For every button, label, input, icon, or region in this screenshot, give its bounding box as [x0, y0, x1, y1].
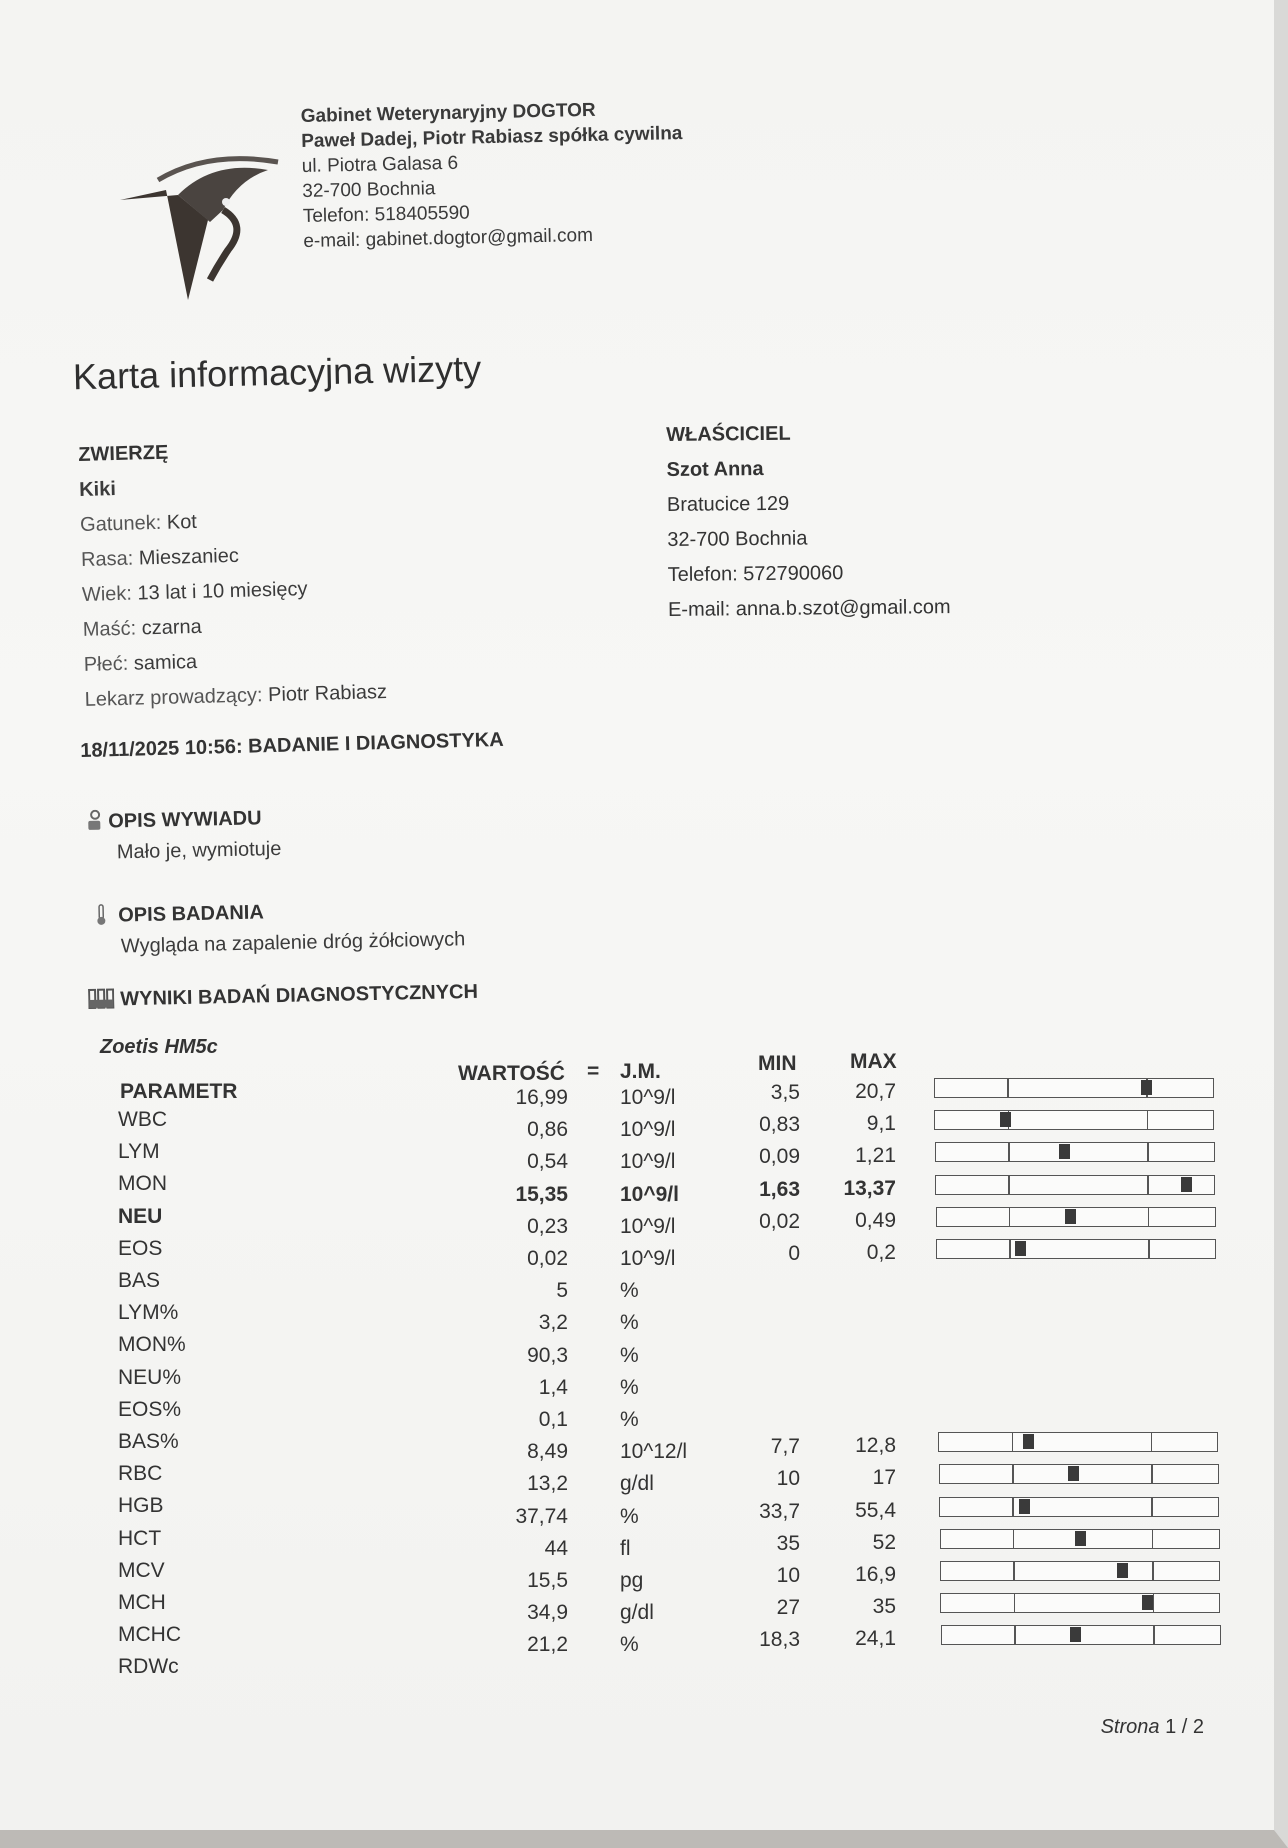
range-bar-divider [1007, 1079, 1009, 1097]
age-label: Wiek: [81, 582, 133, 606]
param-value: 0,23 [527, 1214, 568, 1238]
range-marker [1023, 1434, 1034, 1449]
page-label: Strona [1100, 1716, 1160, 1738]
param-unit: % [620, 1343, 639, 1367]
range-bar-divider [1151, 1465, 1153, 1483]
param-value: 90,3 [527, 1343, 568, 1367]
param-value: 8,49 [527, 1440, 568, 1464]
age-value: 13 lat i 10 miesięcy [137, 578, 308, 605]
param-name: NEU% [118, 1365, 182, 1389]
param-max: 0,2 [866, 1241, 896, 1264]
param-value: 5 [556, 1279, 568, 1303]
param-unit: % [620, 1408, 639, 1431]
vet-value: Piotr Rabiasz [267, 681, 388, 707]
range-bar [934, 1110, 1214, 1130]
owner-name: Szot Anna [666, 457, 764, 481]
param-value: 15,5 [527, 1569, 568, 1592]
color-value: czarna [141, 615, 203, 640]
param-unit: 10^12/l [620, 1440, 688, 1464]
species-value: Kot [166, 510, 198, 534]
range-bar [935, 1175, 1215, 1195]
range-bar-divider [1012, 1498, 1014, 1516]
param-value: 13,2 [527, 1472, 568, 1496]
param-unit: 10^9/l [620, 1150, 676, 1174]
range-bar-divider [1147, 1111, 1149, 1129]
range-bar [935, 1142, 1215, 1162]
param-name: HGB [118, 1494, 164, 1518]
range-bar-divider [1008, 1143, 1010, 1161]
clinic-name: Gabinet Weterynaryjny DOGTOR [300, 99, 596, 128]
range-bar [939, 1497, 1219, 1517]
color-label: Maść: [82, 617, 137, 641]
breed-value: Mieszaniec [138, 544, 240, 570]
param-unit: % [620, 1311, 639, 1335]
results-heading-text: WYNIKI BADAŃ DIAGNOSTYCZNYCH [120, 980, 479, 1011]
param-value: 3,2 [538, 1311, 568, 1335]
header-eq: = [587, 1060, 600, 1083]
owner-city: 32-700 Bochnia [667, 527, 808, 551]
owner-heading: WŁAŚCICIEL [666, 422, 791, 446]
param-value: 15,35 [515, 1182, 568, 1206]
range-bar-divider [1008, 1176, 1010, 1194]
param-name: RDWc [118, 1655, 179, 1679]
range-marker [1181, 1177, 1192, 1192]
param-value: 37,74 [515, 1504, 568, 1528]
clinic-email: e-mail: gabinet.dogtor@gmail.com [303, 224, 594, 252]
range-bar [940, 1593, 1220, 1613]
param-value: 44 [544, 1536, 568, 1560]
param-name: MCH [118, 1591, 166, 1614]
header-max: MAX [850, 1050, 897, 1073]
range-bar [936, 1239, 1216, 1259]
range-bar-divider [1014, 1594, 1016, 1612]
param-name: MON% [118, 1333, 186, 1357]
range-marker [1019, 1499, 1030, 1514]
header-min: MIN [758, 1052, 797, 1075]
param-min: 35 [776, 1531, 800, 1555]
range-bar-divider [1151, 1498, 1153, 1516]
range-bar [938, 1432, 1218, 1452]
param-min: 0 [788, 1242, 800, 1265]
clinic-company: Paweł Dadej, Piotr Rabiasz spółka cywilna [301, 123, 683, 152]
header-value: WARTOŚĆ [458, 1062, 565, 1085]
param-min: 0,09 [759, 1145, 800, 1169]
range-bar-divider [1013, 1562, 1015, 1580]
range-marker [1000, 1112, 1011, 1127]
interview-heading-text: OPIS WYWIADU [108, 807, 262, 833]
param-name: MON [118, 1172, 167, 1196]
range-bar-divider [1148, 1240, 1150, 1258]
param-max: 24,1 [855, 1627, 896, 1651]
param-unit: % [620, 1504, 639, 1528]
param-value: 0,54 [527, 1150, 568, 1174]
param-max: 12,8 [855, 1434, 896, 1458]
analyzer-name: Zoetis HM5c [100, 1036, 218, 1058]
param-unit: % [620, 1279, 639, 1303]
param-unit: 10^9/l [620, 1214, 676, 1238]
param-max: 9,1 [866, 1112, 896, 1136]
range-bar-divider [1147, 1143, 1149, 1161]
clinic-street: ul. Piotra Galasa 6 [301, 152, 459, 177]
param-name: RBC [118, 1462, 163, 1486]
range-bar [940, 1529, 1220, 1549]
param-name: MCHC [118, 1623, 181, 1647]
param-min: 0,02 [759, 1209, 800, 1233]
param-unit: pg [620, 1569, 644, 1592]
param-value: 0,02 [527, 1247, 568, 1270]
range-bar-divider [1152, 1562, 1154, 1580]
range-marker [1070, 1627, 1081, 1642]
range-marker [1068, 1466, 1079, 1481]
param-max: 0,49 [855, 1208, 896, 1232]
page-total: / 2 [1181, 1716, 1204, 1738]
page-number: 1 [1165, 1716, 1177, 1738]
range-marker [1015, 1241, 1026, 1256]
param-unit: 10^9/l [620, 1182, 679, 1206]
param-value: 21,2 [527, 1633, 568, 1657]
range-bar [940, 1561, 1220, 1581]
header-param: PARAMETR [120, 1080, 238, 1103]
param-value: 1,4 [538, 1375, 568, 1399]
param-unit: 10^9/l [620, 1118, 676, 1142]
param-max: 16,9 [855, 1563, 896, 1586]
param-name: BAS [118, 1269, 161, 1292]
clinic-phone: Telefon: 518405590 [302, 202, 470, 227]
range-bar-divider [1148, 1208, 1150, 1226]
animal-name: Kiki [78, 478, 117, 501]
range-bar-divider [1014, 1626, 1016, 1644]
range-bar-divider [1152, 1530, 1154, 1548]
species-label: Gatunek: [79, 511, 162, 536]
page-footer [1101, 1716, 1204, 1739]
param-name: WBC [118, 1108, 167, 1131]
owner-phone: Telefon: 572790060 [667, 562, 844, 586]
clinic-city: 32-700 Bochnia [302, 178, 436, 202]
param-name: HCT [118, 1526, 162, 1550]
vet-label: Lekarz prowadzący: [84, 684, 263, 711]
param-name: LYM% [118, 1301, 179, 1325]
range-marker [1059, 1144, 1070, 1159]
param-name: LYM [118, 1140, 160, 1164]
param-max: 1,21 [855, 1144, 896, 1168]
param-unit: % [620, 1375, 639, 1399]
owner-address: Bratucice 129 [666, 492, 790, 516]
param-min: 27 [776, 1596, 800, 1620]
range-marker [1117, 1563, 1128, 1578]
param-value: 0,86 [527, 1118, 568, 1142]
animal-heading: ZWIERZĘ [78, 441, 169, 466]
range-marker [1142, 1595, 1153, 1610]
breed-label: Rasa: [80, 547, 134, 571]
range-bar-divider [1012, 1433, 1014, 1451]
param-unit: g/dl [620, 1472, 654, 1496]
exam-text: Wygląda na zapalenie dróg żółciowych [120, 928, 466, 958]
owner-email: E-mail: anna.b.szot@gmail.com [667, 596, 951, 621]
param-value: 0,1 [538, 1408, 568, 1431]
range-bar-divider [1013, 1530, 1015, 1548]
range-bar-divider [1147, 1176, 1149, 1194]
param-min: 3,5 [770, 1081, 800, 1104]
param-max: 52 [872, 1530, 896, 1554]
param-name: EOS% [118, 1397, 182, 1421]
exam-heading-text: OPIS BADANIA [118, 901, 265, 927]
param-unit: 10^9/l [620, 1086, 676, 1109]
visit-heading: 18/11/2025 10:56: BADANIE I DIAGNOSTYKA [80, 728, 504, 762]
param-name: EOS [118, 1236, 163, 1260]
range-bar-divider [1151, 1433, 1153, 1451]
range-bar [936, 1207, 1216, 1227]
param-value: 34,9 [527, 1601, 568, 1625]
sex-label: Płeć: [83, 652, 129, 676]
param-max: 55,4 [855, 1498, 896, 1522]
range-bar-divider [1009, 1208, 1011, 1226]
range-bar [934, 1078, 1214, 1098]
sex-value: samica [133, 650, 198, 675]
range-bar-divider [1009, 1240, 1011, 1258]
interview-text: Mało je, wymiotuje [116, 837, 282, 864]
param-unit: 10^9/l [620, 1247, 676, 1270]
param-max: 13,37 [843, 1176, 896, 1200]
param-min: 0,83 [759, 1113, 800, 1137]
range-bar-divider [1012, 1465, 1014, 1483]
param-unit: % [620, 1633, 639, 1657]
param-min: 33,7 [759, 1499, 800, 1523]
param-name: NEU [118, 1204, 163, 1228]
range-bar [939, 1464, 1219, 1484]
range-marker [1141, 1080, 1152, 1095]
param-max: 20,7 [855, 1080, 896, 1103]
param-max: 17 [872, 1466, 896, 1490]
range-bar [941, 1625, 1221, 1645]
param-min: 10 [776, 1564, 800, 1587]
range-bar-divider [1153, 1626, 1155, 1644]
param-name: MCV [118, 1558, 165, 1582]
header-unit: J.M. [620, 1060, 661, 1083]
param-min: 7,7 [770, 1435, 800, 1459]
param-name: BAS% [118, 1430, 179, 1453]
param-max: 35 [872, 1595, 896, 1619]
param-value: 16,99 [515, 1086, 568, 1109]
document-title: Karta informacyjna wizyty [72, 347, 482, 398]
range-marker [1075, 1531, 1086, 1546]
param-unit: fl [620, 1536, 631, 1560]
param-unit: g/dl [620, 1601, 654, 1625]
range-marker [1065, 1209, 1076, 1224]
param-min: 18,3 [759, 1628, 800, 1652]
param-min: 1,63 [759, 1177, 800, 1201]
param-min: 10 [776, 1467, 800, 1491]
